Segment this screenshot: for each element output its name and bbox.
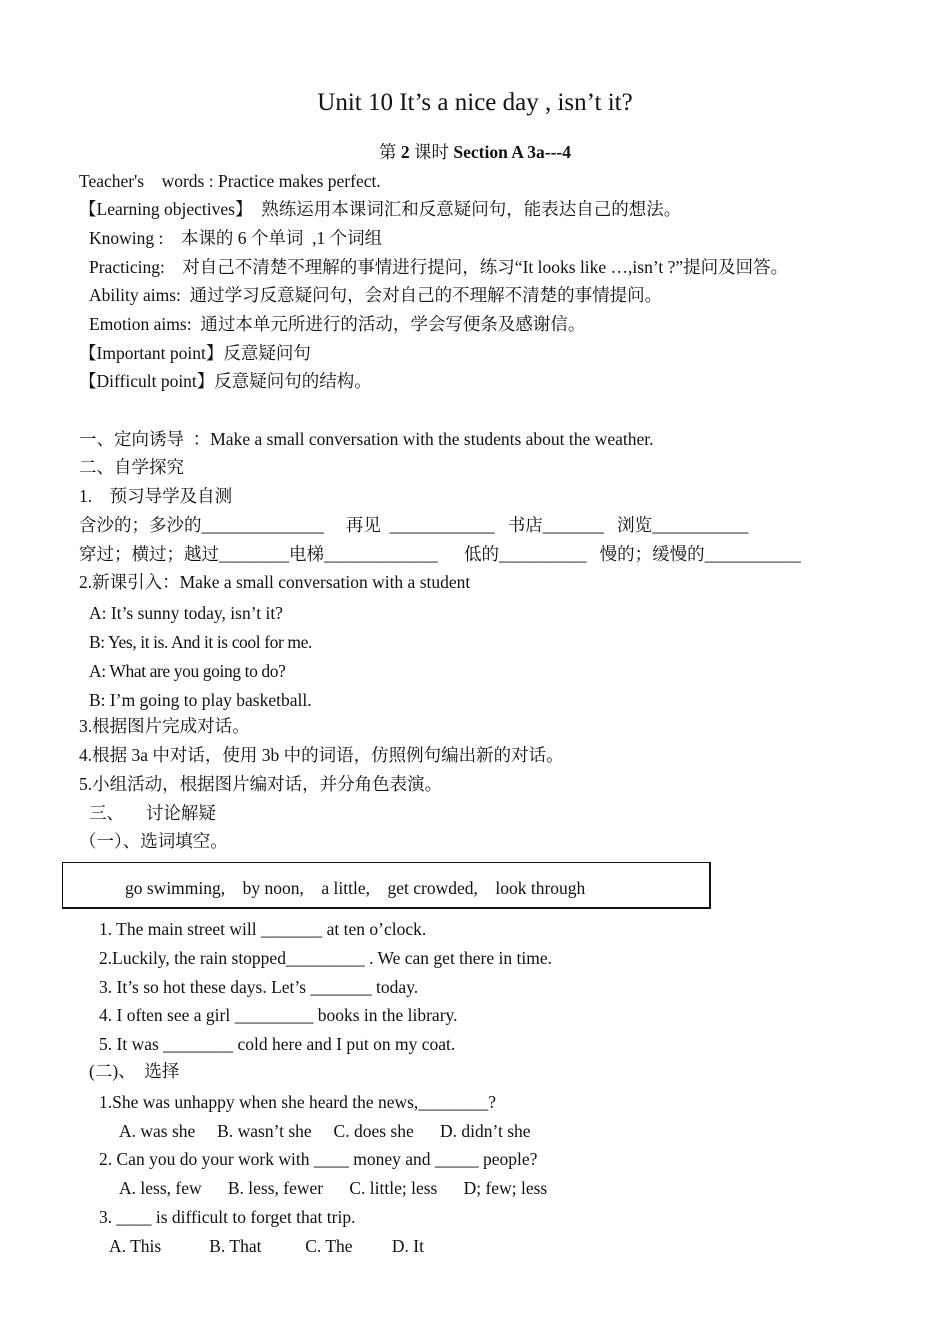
fill-question: 1. The main street will _______ at ten o’clock. — [99, 919, 427, 939]
vocab-row-2: 穿过；横过；越过________电梯_____________ 低的__________ 慢的；缓慢的___________ — [79, 544, 801, 564]
fill-question: 5. It was ________ cold here and I put on my coat. — [99, 1034, 456, 1054]
item-one: 1. 预习导学及自测 — [79, 486, 233, 506]
practicing-line: Practicing: 对自己不清楚不理解的事情进行提问，练习“It looks like …,isn’t ?”提问及回答。 — [89, 257, 789, 277]
item-two: 2.新课引入：Make a small conversation with a student — [79, 572, 471, 592]
fill-question: 4. I often see a girl _________ books in the library. — [99, 1005, 458, 1025]
fill-in-heading: （一）、选词填空。 — [79, 831, 228, 851]
choice-options: A. was she B. wasn’t she C. does she D. didn’t she — [119, 1121, 531, 1141]
subtitle-mid: 课时 — [409, 142, 454, 162]
choice-options: A. This B. That C. The D. It — [109, 1236, 424, 1256]
learning-objectives: 【Learning objectives】 熟练运用本课词汇和反意疑问句，能表达自己的想法。 — [79, 199, 682, 219]
choice-options: A. less, few B. less, fewer C. little; less D; few; less — [119, 1178, 548, 1198]
vocab-row-1: 含沙的；多沙的______________ 再见 ____________ 书店_______ 浏览___________ — [79, 515, 749, 535]
ability-aims-line: Ability aims: 通过学习反意疑问句，会对自己的不理解不清楚的事情提问。 — [89, 285, 663, 305]
choice-question: 1.She was unhappy when she heard the news,________? — [99, 1092, 497, 1112]
item-four: 4.根据 3a 中对话，使用 3b 中的词语，仿照例句编出新的对话。 — [79, 745, 564, 765]
difficult-point: 【Difficult point】反意疑问句的结构。 — [79, 371, 372, 391]
fill-question: 2.Luckily, the rain stopped_________ . We can get there in time. — [99, 948, 552, 968]
part-three-heading: 三、 讨论解疑 — [89, 803, 216, 823]
choice-heading: (二)、 选择 — [89, 1061, 180, 1081]
fill-question: 3. It’s so hot these days. Let’s _______ today. — [99, 977, 419, 997]
choice-question: 3. ____ is difficult to forget that trip. — [99, 1207, 356, 1227]
dialog-line: B: I’m going to play basketball. — [89, 690, 312, 710]
subtitle-section: Section A 3a---4 — [453, 142, 571, 162]
item-five: 5.小组活动，根据图片编对话，并分角色表演。 — [79, 774, 443, 794]
important-point: 【Important point】反意疑问句 — [79, 343, 311, 363]
choice-question: 2. Can you do your work with ____ money and _____ people? — [99, 1149, 538, 1169]
word-box-text: go swimming, by noon, a little, get crowded, look through — [125, 878, 586, 898]
item-three: 3.根据图片完成对话。 — [79, 716, 250, 736]
dialog-line: B: Yes, it is. And it is cool for me. — [89, 632, 312, 652]
teacher-words: Teacher's words : Practice makes perfect. — [79, 171, 381, 191]
part-two-heading: 二、自学探究 — [79, 457, 184, 477]
part-one-heading: 一、定向诱导 ：Make a small conversation with the students about the weather. — [79, 429, 654, 449]
dialog-line: A: What are you going to do? — [89, 661, 286, 681]
lesson-subtitle — [0, 141, 950, 163]
document-title: Unit 10 It’s a nice day , isn’t it? — [317, 89, 633, 116]
emotion-aims-line: Emotion aims: 通过本单元所进行的活动，学会写便条及感谢信。 — [89, 314, 586, 334]
knowing-line: Knowing : 本课的 6 个单词 ,1 个词组 — [89, 228, 383, 248]
subtitle-num: 2 — [400, 142, 410, 162]
dialog-line: A: It’s sunny today, isn’t it? — [89, 603, 283, 623]
subtitle-pre: 第 — [378, 142, 401, 162]
